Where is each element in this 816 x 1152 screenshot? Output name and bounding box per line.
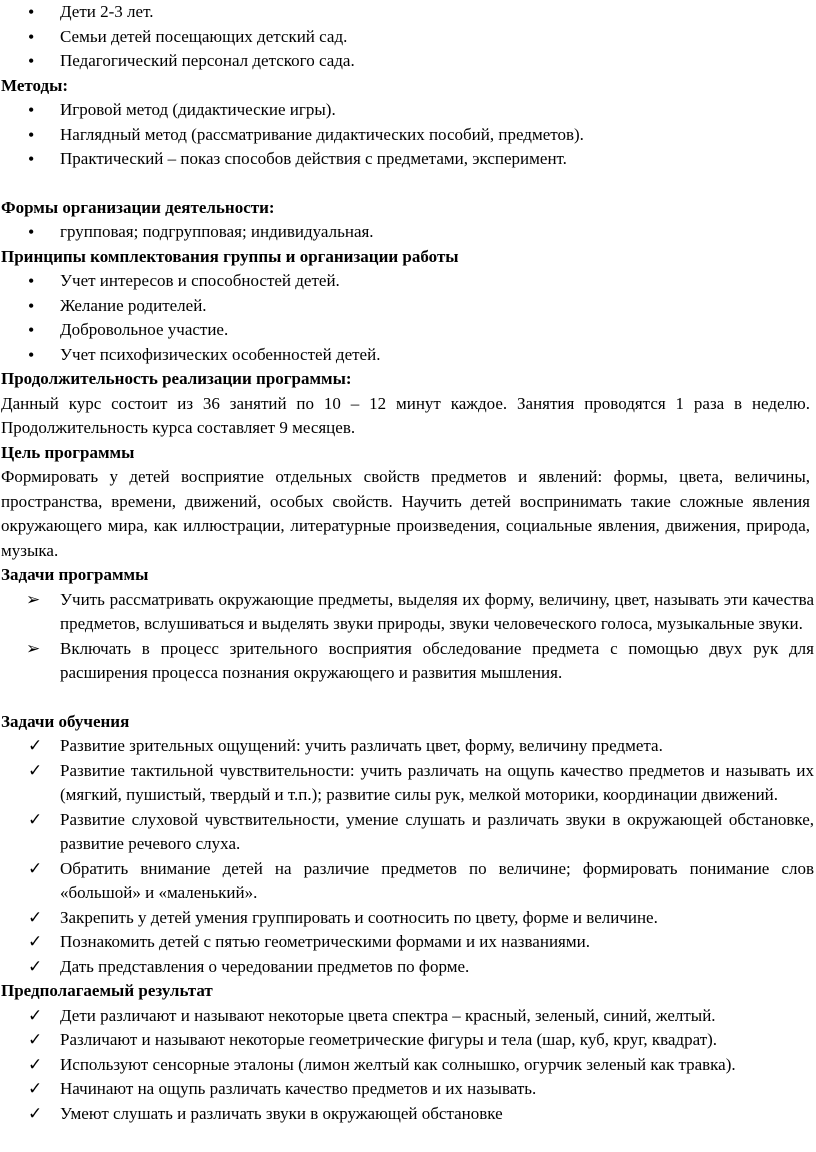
list-item: ✓ Умеют слушать и различать звуки в окружающей обстановке	[0, 1102, 816, 1127]
duration-text: Данный курс состоит из 36 занятий по 10 – 12 минут каждое. Занятия проводятся 1 раза в неделю. Продолжительность курса составляет 9 месяцев.	[1, 393, 810, 437]
list-item: • Семьи детей посещающих детский сад.	[0, 25, 816, 50]
spacer	[0, 686, 816, 710]
list-item: ✓ Развитие слуховой чувствительности, умение слушать и различать звуки в окружающей обстановке, развитие речевого слуха.	[0, 808, 816, 857]
forms-heading: Формы организации деятельности:	[1, 197, 275, 217]
list-item: ➢ Включать в процесс зрительного восприятия обследование предмета с помощью двух рук для расширения процесса познания окружающего и развития мышления.	[0, 637, 816, 686]
list-item: • Педагогический персонал детского сада.	[0, 49, 816, 74]
goal-heading: Цель программы	[1, 442, 135, 462]
list-item: • Учет психофизических особенностей детей.	[0, 343, 816, 368]
list-item: ✓ Обратить внимание детей на различие предметов по величине; формировать понимание слов «большой» и «маленький».	[0, 857, 816, 906]
list-item: • Учет интересов и способностей детей.	[0, 269, 816, 294]
principles-list	[0, 269, 816, 367]
list-item: ✓ Различают и называют некоторые геометрические фигуры и тела (шар, куб, круг, квадрат).	[0, 1028, 816, 1053]
participants-list	[0, 0, 816, 74]
methods-list	[0, 98, 816, 172]
spacer	[0, 172, 816, 196]
list-item: ✓ Развитие зрительных ощущений: учить различать цвет, форму, величину предмета.	[0, 734, 816, 759]
results-list	[0, 1004, 816, 1127]
list-item: • Наглядный метод (рассматривание дидактических пособий, предметов).	[0, 123, 816, 148]
results-heading: Предполагаемый результат	[1, 981, 213, 1000]
list-item: • групповая; подгрупповая; индивидуальная.	[0, 220, 816, 245]
list-item: • Дети 2-3 лет.	[0, 0, 816, 25]
list-item: ➢ Учить рассматривать окружающие предметы, выделяя их форму, величину, цвет, называть эти качества предметов, вслушиваться и выделять звуки природы, звуки человеческого голоса, музыкальные звуки.	[0, 588, 816, 637]
learning-tasks-heading: Задачи обучения	[1, 711, 130, 731]
list-item: ✓ Дети различают и называют некоторые цвета спектра – красный, зеленый, синий, желтый.	[0, 1004, 816, 1029]
list-item: • Практический – показ способов действия с предметами, эксперимент.	[0, 147, 816, 172]
list-item: ✓ Дать представления о чередовании предметов по форме.	[0, 955, 816, 980]
tasks-heading: Задачи программы	[1, 565, 149, 584]
methods-heading: Методы:	[1, 75, 69, 95]
goal-text: Формировать у детей восприятие отдельных свойств предметов и явлений: формы, цвета, величины, пространства, времени, движений, особых свойств. Научить детей воспринимать такие сложные явления окружающего мира, как иллюстрации, литературные произведения, социальные явления, движения, природа, музыка.	[1, 467, 810, 560]
learning-tasks-list	[0, 734, 816, 979]
principles-heading: Принципы комплектования группы и организации работы	[1, 246, 459, 266]
list-item: ✓ Начинают на ощупь различать качество предметов и их называть.	[0, 1077, 816, 1102]
forms-list	[0, 220, 816, 245]
tasks-list	[0, 588, 816, 686]
list-item: • Желание родителей.	[0, 294, 816, 319]
duration-heading: Продолжительность реализации программы:	[1, 369, 352, 388]
list-item: ✓ Закрепить у детей умения группировать и соотносить по цвету, форме и величине.	[0, 906, 816, 931]
list-item: • Игровой метод (дидактические игры).	[0, 98, 816, 123]
list-item: • Добровольное участие.	[0, 318, 816, 343]
list-item: ✓ Развитие тактильной чувствительности: учить различать на ощупь качество предметов и называть их (мягкий, пушистый, твердый и т.п.); развитие силы рук, мелкой моторики, координации движений.	[0, 759, 816, 808]
list-item: ✓ Используют сенсорные эталоны (лимон желтый как солнышко, огурчик зеленый как травка).	[0, 1053, 816, 1078]
list-item: ✓ Познакомить детей с пятью геометрическими формами и их названиями.	[0, 930, 816, 955]
